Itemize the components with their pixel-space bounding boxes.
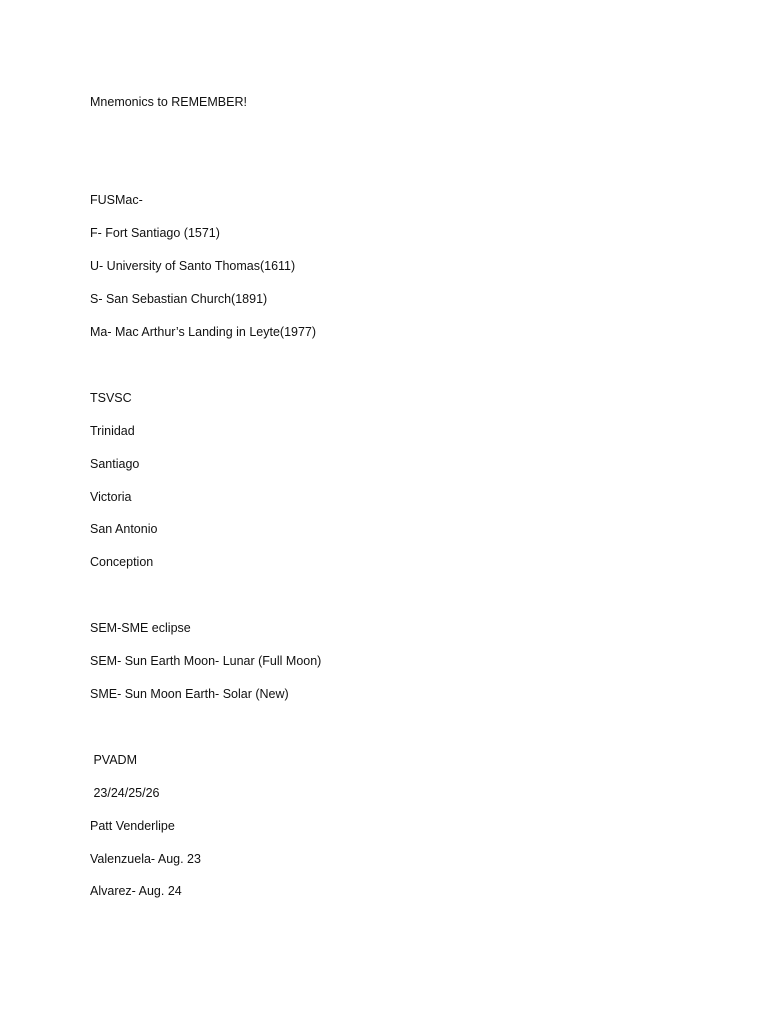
list-item: Ma- Mac Arthur’s Landing in Leyte(1977) — [90, 325, 317, 339]
section-heading-fusmac: FUSMac- — [90, 193, 143, 207]
section-heading-sem-sme: SEM-SME eclipse — [90, 621, 191, 635]
list-item: Trinidad — [90, 424, 135, 438]
list-item: SME- Sun Moon Earth- Solar (New) — [90, 687, 289, 701]
list-item: Santiago — [90, 457, 140, 471]
list-item: Victoria — [90, 490, 132, 504]
list-item: San Antonio — [90, 522, 158, 536]
list-item: Alvarez- Aug. 24 — [90, 884, 182, 898]
list-item: 23/24/25/26 — [90, 786, 160, 800]
list-item: Patt Venderlipe — [90, 819, 175, 833]
list-item: SEM- Sun Earth Moon- Lunar (Full Moon) — [90, 654, 322, 668]
list-item: F- Fort Santiago (1571) — [90, 226, 220, 240]
section-heading-pvadm: PVADM — [90, 753, 137, 767]
list-item: Valenzuela- Aug. 23 — [90, 852, 201, 866]
section-heading-tsvsc: TSVSC — [90, 391, 132, 405]
document-title: Mnemonics to REMEMBER! — [90, 95, 247, 109]
list-item: U- University of Santo Thomas(1611) — [90, 259, 296, 273]
list-item: Conception — [90, 555, 154, 569]
list-item: S- San Sebastian Church(1891) — [90, 292, 268, 306]
